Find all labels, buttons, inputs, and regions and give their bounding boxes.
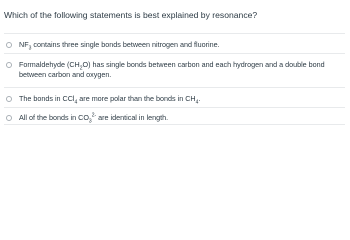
- divider: [4, 124, 345, 125]
- answer-label: The bonds in CCl$_4$ are more polar than the bonds in $CH_4$.: [19, 94, 201, 106]
- answer-option-1[interactable]: [4, 33, 345, 53]
- radio-button[interactable]: [6, 62, 12, 68]
- question-text: Which of the following statements is best explained by resonance?: [4, 10, 258, 20]
- answer-option-3[interactable]: [4, 87, 345, 107]
- radio-button[interactable]: [6, 42, 12, 48]
- answer-option-2[interactable]: [4, 53, 345, 87]
- answer-label: $NF_3$ contains three single bonds between nitrogen and fluorine.: [19, 40, 220, 52]
- answer-label: Formaldehyde $(CH_2O)$ has single bonds between carbon and each hydrogen and a double bond between carbon and oxygen.: [19, 60, 325, 79]
- radio-button[interactable]: [6, 115, 12, 121]
- answer-list: [4, 33, 345, 127]
- radio-button[interactable]: [6, 96, 12, 102]
- answer-label: All of the bonds in $CO_3^{2-}$ are identical in length.: [19, 112, 169, 125]
